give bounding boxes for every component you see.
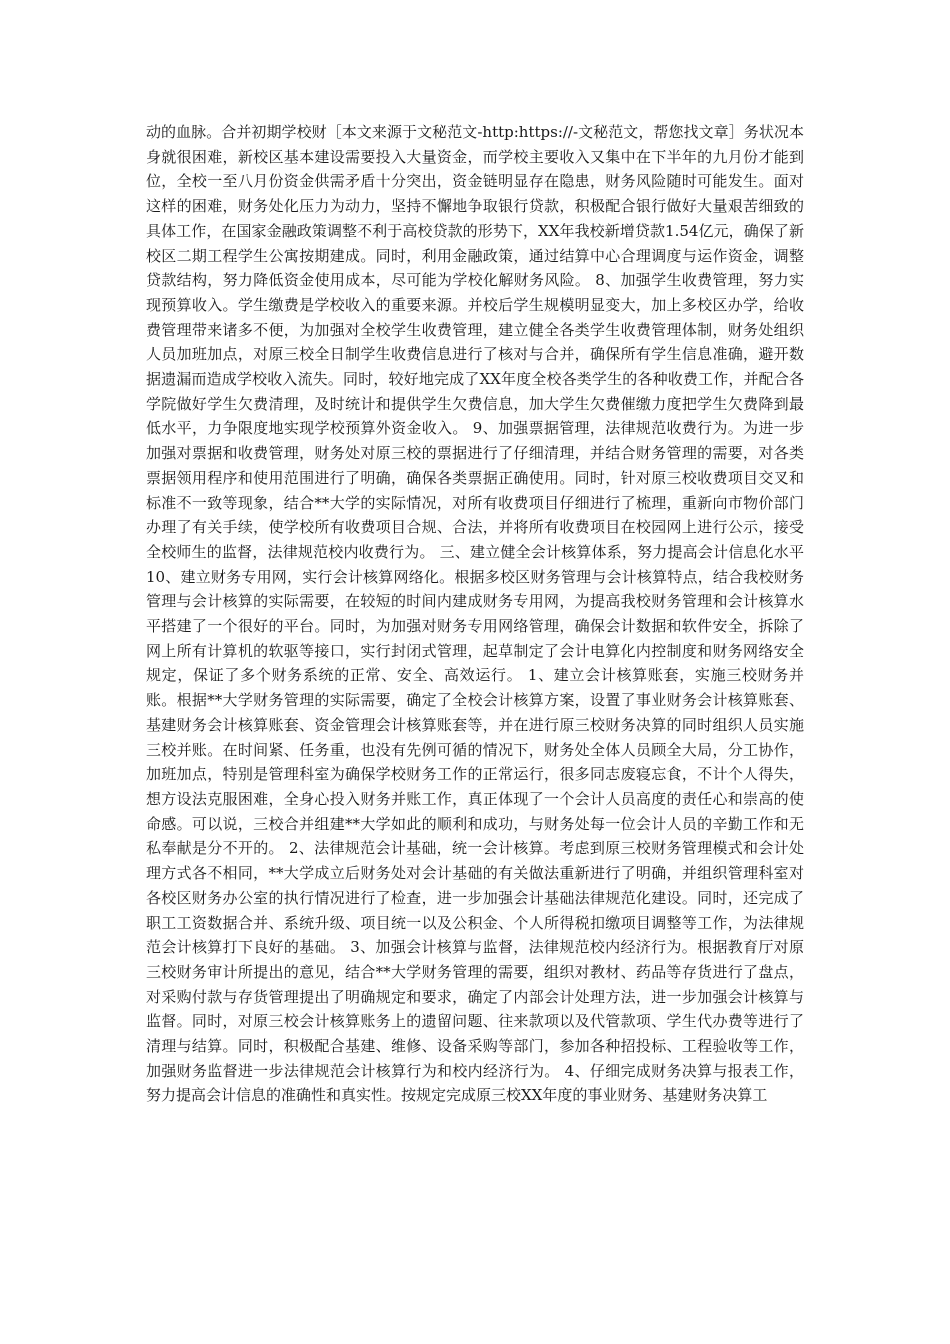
body-paragraph: 动的血脉。合并初期学校财［本文来源于文秘范文-http:https://-文秘范文，帮您找文章］务状况本身就很困难，新校区基本建设需要投入大量资金，而学校主要收入又集中在下半年的九月份才能到位，全校一至八月份资金供需矛盾十分突出，资金链明显存在隐患，财务风险随时可能发生。面对这样的困难，财务处化压力为动力，坚持不懈地争取银行贷款，积极配合银行做好大量艰苦细致的具体工作，在国家金融政策调整不利于高校贷款的形势下，XX年我校新增贷款1.54亿元，确保了新校区二期工程学生公寓按期建成。同时，利用金融政策，通过结算中心合理调度与运作资金，调整贷款结构，努力降低资金使用成本，尽可能为学校化解财务风险。 8、加强学生收费管理，努力实现预算收入。学生缴费是学校收入的重要来源。并校后学生规模明显变大，加上多校区办学，给收费管理带来诸多不便，为加强对全校学生收费管理，建立健全各类学生收费管理体制，财务处组织人员加班加点，对原三校全日制学生收费信息进行了核对与合并，确保所有学生信息准确，避开数据遗漏而造成学校收入流失。同时，较好地完成了XX年度全校各类学生的各种收费工作，并配合各学院做好学生欠费清理，及时统计和提供学生欠费信息，加大学生欠费催缴力度把学生欠费降到最低水平，力争限度地实现学校预算外资金收入。 9、加强票据管理，法律规范收费行为。为进一步加强对票据和收费管理，财务处对原三校的票据进行了仔细清理，并结合财务管理的需要，对各类票据领用程序和使用范围进行了明确，确保各类票据正确使用。同时，针对原三校收费项目交叉和标准不一致等现象，结合**大学的实际情况，对所有收费项目仔细进行了梳理，重新向市物价部门办理了有关手续，使学校所有收费项目合规、合法，并将所有收费项目在校园网上进行公示，接受全校师生的监督，法律规范校内收费行为。 三、建立健全会计核算体系，努力提高会计信息化水平 10、建立财务专用网，实行会计核算网络化。根据多校区财务管理与会计核算特点，结合我校财务管理与会计核算的实际需要，在较短的时间内建成财务专用网，为提高我校财务管理和会计核算水平搭建了一个很好的平台。同时，为加强对财务专用网络管理，确保会计数据和软件安全，拆除了网上所有计算机的软驱等接口，实行封闭式管理，起草制定了会计电算化内控制度和财务网络安全规定，保证了多个财务系统的正常、安全、高效运行。 1、建立会计核算账套，实施三校财务并账。根据**大学财务管理的实际需要，确定了全校会计核算方案，设置了事业财务会计核算账套、基建财务会计核算账套、资金管理会计核算账套等，并在进行原三校财务决算的同时组织人员实施三校并账。在时间紧、任务重，也没有先例可循的情况下，财务处全体人员顾全大局，分工协作，加班加点，特别是管理科室为确保学校财务工作的正常运行，很多同志废寝忘食，不计个人得失，想方设法克服困难，全身心投入财务并账工作，真正体现了一个会计人员高度的责任心和崇高的使命感。可以说，三校合并组建**大学如此的顺利和成功，与财务处每一位会计人员的辛勤工作和无私奉献是分不开的。 2、法律规范会计基础，统一会计核算。考虑到原三校财务管理模式和会计处理方式各不相同，**大学成立后财务处对会计基础的有关做法重新进行了明确，并组织管理科室对各校区财务办公室的执行情况进行了检查，进一步加强会计基础法律规范化建设。同时，还完成了职工工资数据合并、系统升级、项目统一以及公积金、个人所得税扣缴项目调整等工作，为法律规范会计核算打下良好的基础。 3、加强会计核算与监督，法律规范校内经济行为。根据教育厅对原三校财务审计所提出的意见，结合**大学财务管理的需要，组织对教材、药品等存货进行了盘点，对采购付款与存货管理提出了明确规定和要求，确定了内部会计处理方法，进一步加强会计核算与监督。同时，对原三校会计核算账务上的遗留问题、往来款项以及代管款项、学生代办费等进行了清理与结算。同时，积极配合基建、维修、设备采购等部门，参加各种招投标、工程验收等工作，加强财务监督进一步法律规范会计核算行为和校内经济行为。 4、仔细完成财务决算与报表工作，努力提高会计信息的准确性和真实性。按规定完成原三校XX年度的事业财务、基建财务决算工 (146, 123, 804, 1105)
